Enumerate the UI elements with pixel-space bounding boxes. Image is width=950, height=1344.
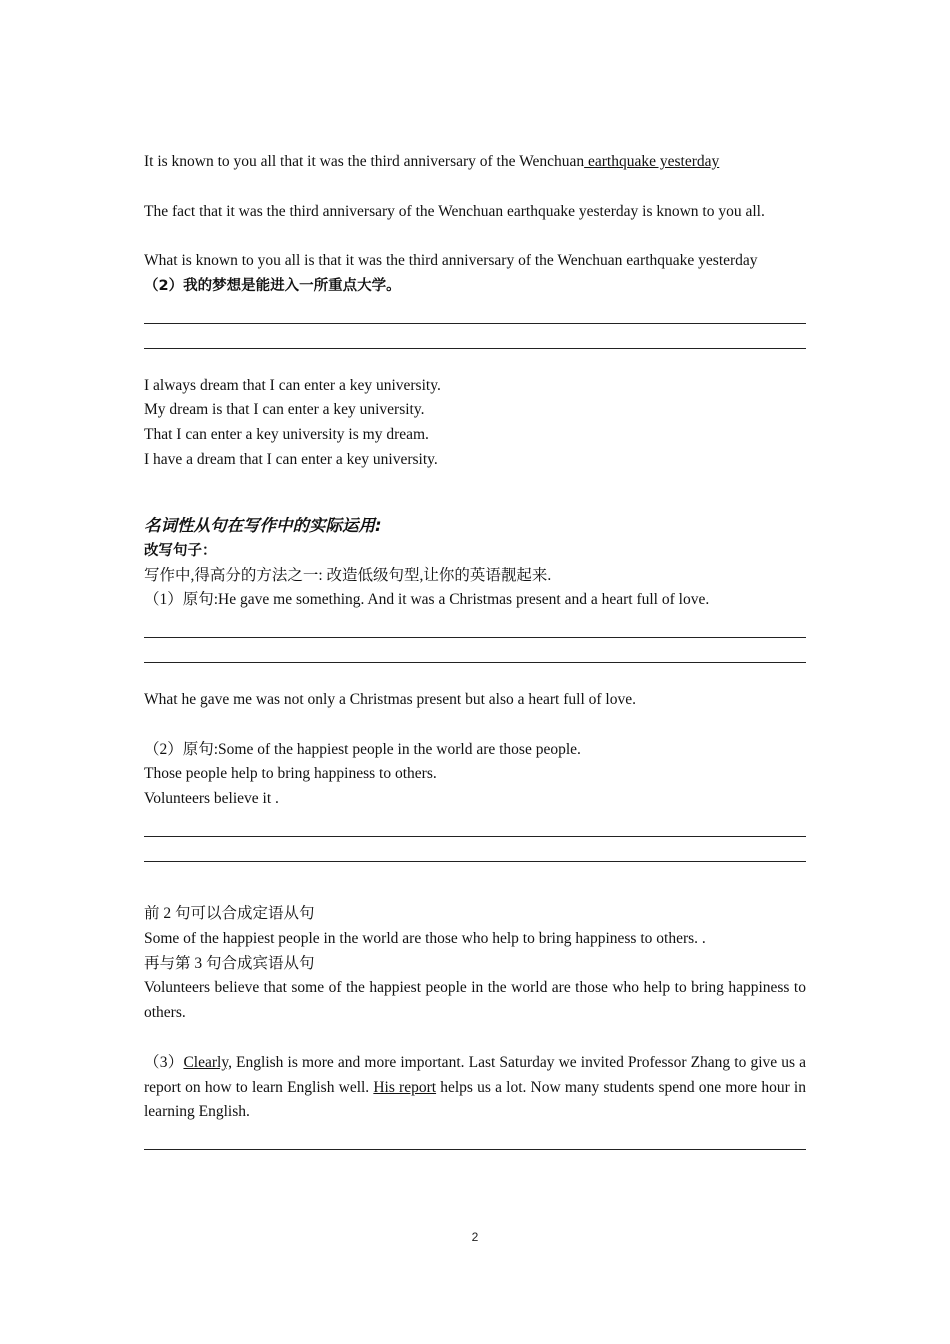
ex3-prefix: （3） bbox=[144, 1053, 184, 1071]
sentence-a-part1: It is known to you all that it was the third anniversary of the Wenchuan bbox=[144, 153, 585, 170]
sentence-a bbox=[144, 150, 806, 175]
ex1-answer: What he gave me was not only a Christmas present but also a heart full of love. bbox=[144, 690, 636, 708]
section-intro: 写作中,得高分的方法之一: 改造低级句型,让你的英语靓起来. bbox=[144, 566, 552, 584]
answer-line[interactable] bbox=[144, 299, 806, 324]
ex2-prompt-line: Those people help to bring happiness to others. bbox=[144, 765, 437, 783]
q2-answer: I always dream that I can enter a key university. bbox=[144, 376, 441, 394]
answer-line[interactable] bbox=[144, 324, 806, 349]
section-subheading: 改写句子： bbox=[144, 542, 217, 559]
q2-prompt: （2）我的梦想是能进入一所重点大学。 bbox=[144, 277, 401, 294]
ex3-paragraph bbox=[144, 1051, 806, 1125]
answer-line[interactable] bbox=[144, 638, 806, 663]
ex2-note1: 前 2 句可以合成定语从句 bbox=[144, 904, 315, 922]
answer-line[interactable] bbox=[144, 613, 806, 638]
section-heading: 名词性从句在写作中的实际运用: bbox=[144, 515, 382, 535]
document-page bbox=[144, 150, 806, 1150]
ex2-answer1: Some of the happiest people in the world are those who help to bring happiness to others. . bbox=[144, 929, 706, 947]
ex3-text1: English is more and more important. Last Saturday we invited Professor Zhang to give us a report on how to learn English well. bbox=[144, 1053, 806, 1096]
q2-answer: I have a dream that I can enter a key university. bbox=[144, 450, 438, 468]
ex2-answer2: Volunteers believe that some of the happiest people in the world are those who help to bring happiness to others. bbox=[144, 979, 806, 1022]
ex3-text2: helps us a lot. Now many students spend one more hour in learning English. bbox=[144, 1078, 806, 1121]
ex2-note2: 再与第 3 句合成宾语从句 bbox=[144, 954, 315, 972]
answer-line[interactable] bbox=[144, 1125, 806, 1150]
answer-line[interactable] bbox=[144, 812, 806, 837]
sentence-a-part2: earthquake yesterday bbox=[584, 153, 720, 170]
ex3-underlined-clearly: Clearly, bbox=[183, 1053, 232, 1071]
answer-line[interactable] bbox=[144, 837, 806, 862]
q2-answer: That I can enter a key university is my dream. bbox=[144, 426, 429, 444]
page-number: 2 bbox=[471, 1230, 479, 1244]
sentence-c: What is known to you all is that it was the third anniversary of the Wenchuan earthquake yesterday bbox=[144, 252, 758, 270]
sentence-b: The fact that it was the third anniversary of the Wenchuan earthquake yesterday is known to you all. bbox=[144, 202, 765, 220]
q2-answer: My dream is that I can enter a key university. bbox=[144, 401, 425, 419]
ex2-prompt-line: （2）原句:Some of the happiest people in the world are those people. bbox=[144, 740, 581, 758]
ex1-prompt: （1）原句:He gave me something. And it was a Christmas present and a heart full of love. bbox=[144, 591, 710, 609]
ex2-prompt-line: Volunteers believe it . bbox=[144, 790, 279, 808]
ex3-underlined-report: His report bbox=[373, 1078, 437, 1096]
